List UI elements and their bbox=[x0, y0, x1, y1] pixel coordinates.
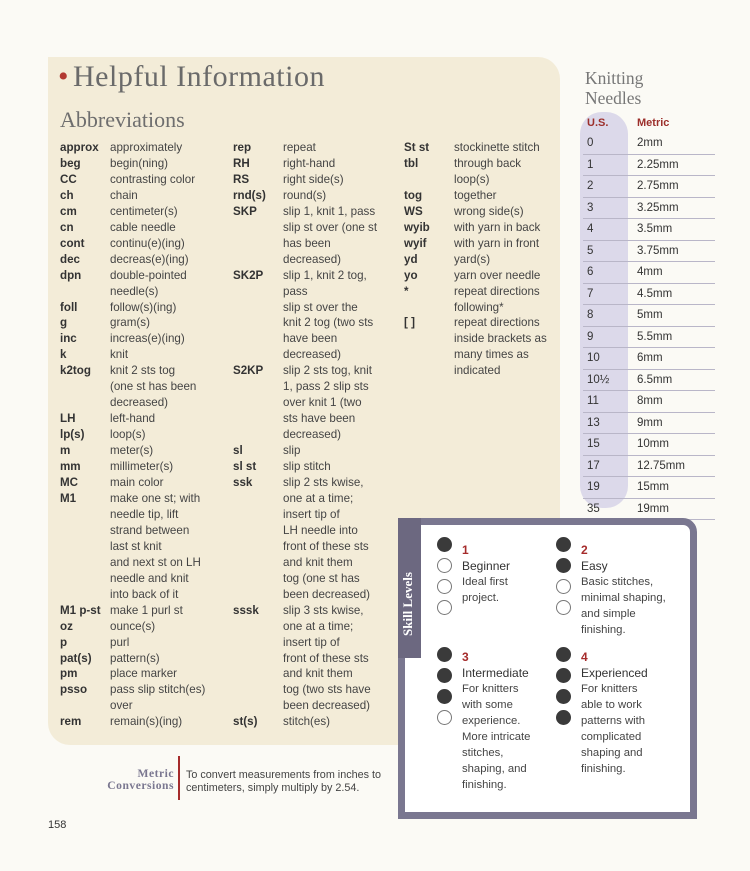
abbreviation-definition: follow(s)(ing) bbox=[110, 300, 177, 314]
abbreviation-term: SK2P bbox=[233, 268, 264, 282]
abbreviation-row bbox=[233, 459, 393, 475]
abbreviation-row bbox=[233, 714, 393, 730]
page-number: 158 bbox=[48, 819, 67, 831]
skill-level-number: 1 bbox=[462, 543, 469, 557]
needle-size-row bbox=[583, 370, 715, 392]
abbreviation-definition: slip stitch bbox=[283, 460, 331, 474]
header-metric: Metric bbox=[637, 117, 670, 129]
knitting-needles-title: Knitting Needles bbox=[585, 68, 644, 108]
abbreviation-definition: repeat bbox=[283, 141, 316, 154]
abbreviation-definition: chain bbox=[110, 188, 138, 202]
needle-metric-size: 3.5mm bbox=[637, 223, 673, 236]
abbreviation-row bbox=[60, 443, 230, 459]
needle-size-row bbox=[583, 262, 715, 284]
abbreviation-term: ch bbox=[60, 188, 74, 202]
abbreviation-row bbox=[404, 236, 564, 252]
empty-circle-icon bbox=[437, 579, 452, 594]
abbreviation-definition: slip 3 sts kwise, one at a time; insert tip of front of these sts and knit them tog (two sts have been decreased) bbox=[283, 603, 371, 713]
abbreviation-term: RS bbox=[233, 172, 250, 186]
abbreviation-row bbox=[60, 603, 230, 619]
abbreviation-row bbox=[233, 475, 393, 603]
needle-size-row bbox=[583, 176, 715, 198]
needle-size-row bbox=[583, 348, 715, 370]
skill-level-dots bbox=[437, 537, 452, 615]
needle-size-row bbox=[583, 499, 715, 521]
needle-metric-size: 10mm bbox=[637, 438, 669, 451]
skill-level-2 bbox=[581, 542, 666, 638]
abbreviation-row bbox=[60, 220, 230, 236]
filled-circle-icon bbox=[556, 668, 571, 683]
abbreviation-term: k bbox=[60, 348, 67, 362]
abbreviation-row bbox=[404, 188, 564, 204]
abbreviation-definition: pass slip stitch(es) over bbox=[110, 683, 206, 713]
needle-us-size: 15 bbox=[587, 438, 600, 451]
needle-size-row bbox=[583, 434, 715, 456]
abbreviation-row bbox=[404, 252, 564, 268]
abbreviation-term: yd bbox=[404, 252, 418, 266]
abbreviation-term: CC bbox=[60, 172, 77, 186]
abbreviation-definition: decreas(e)(ing) bbox=[110, 252, 189, 266]
needle-us-size: 13 bbox=[587, 416, 600, 429]
abbreviation-row bbox=[60, 714, 230, 730]
skill-level-name: Experienced bbox=[581, 666, 648, 680]
abbreviation-definition: make 1 purl st bbox=[110, 603, 183, 617]
metric-divider bbox=[178, 756, 180, 800]
needle-us-size: 17 bbox=[587, 459, 600, 472]
abbreviation-definition: through back loop(s) bbox=[454, 156, 522, 186]
skill-level-name: Beginner bbox=[462, 559, 511, 573]
skill-level-number: 2 bbox=[581, 543, 588, 557]
abbreviation-term: rnd(s) bbox=[233, 188, 266, 202]
needle-metric-size: 3.25mm bbox=[637, 201, 679, 214]
abbreviation-row bbox=[404, 220, 564, 236]
metric-conversions-label bbox=[76, 768, 174, 792]
abbreviation-definition: make one st; with needle tip, lift strand between last st knit and next st on LH needle and knit into back of it bbox=[110, 491, 201, 601]
abbreviation-term: dpn bbox=[60, 268, 82, 282]
abbreviation-term: cn bbox=[60, 220, 74, 234]
needle-size-row bbox=[583, 391, 715, 413]
abbreviation-term: sl bbox=[233, 444, 243, 458]
needle-size-row bbox=[583, 155, 715, 177]
needle-size-row bbox=[583, 456, 715, 478]
abbreviation-row bbox=[60, 619, 230, 635]
abbreviation-row bbox=[60, 331, 230, 347]
needle-metric-size: 4.5mm bbox=[637, 287, 673, 300]
header-us: U.S. bbox=[587, 117, 609, 129]
filled-circle-icon bbox=[556, 537, 571, 552]
abbreviation-row bbox=[233, 156, 393, 172]
abbreviation-term: m bbox=[60, 444, 71, 458]
filled-circle-icon bbox=[556, 558, 571, 573]
needle-us-size: 0 bbox=[587, 137, 594, 150]
abbreviation-row bbox=[233, 268, 393, 364]
abbreviation-row bbox=[404, 204, 564, 220]
needle-metric-size: 6.5mm bbox=[637, 373, 673, 386]
abbreviation-row bbox=[60, 347, 230, 363]
abbreviation-definition: slip bbox=[283, 444, 301, 458]
abbreviation-row bbox=[60, 188, 230, 204]
abbreviation-term: ssk bbox=[233, 476, 253, 490]
empty-circle-icon bbox=[437, 600, 452, 615]
empty-circle-icon bbox=[437, 710, 452, 725]
abbreviation-definition: right-hand bbox=[283, 156, 336, 170]
abbreviation-definition: slip 2 sts kwise, one at a time; insert tip of LH needle into front of these sts and knit them tog (one st has been decreased) bbox=[283, 476, 371, 601]
abbreviation-term: k2tog bbox=[60, 364, 91, 378]
abbreviation-term: M1 p-st bbox=[60, 603, 101, 617]
needle-metric-size: 3.75mm bbox=[637, 244, 679, 257]
abbreviation-definition: loop(s) bbox=[110, 428, 146, 442]
abbreviation-row bbox=[233, 188, 393, 204]
abbreviation-definition: knit 2 sts tog (one st has been decreased) bbox=[110, 364, 197, 410]
empty-circle-icon bbox=[556, 579, 571, 594]
needle-us-size: 3 bbox=[587, 201, 594, 214]
needle-us-size: 4 bbox=[587, 223, 594, 236]
abbreviation-row bbox=[60, 172, 230, 188]
needle-size-row bbox=[583, 241, 715, 263]
skill-levels-tab bbox=[398, 518, 421, 658]
abbreviation-term: st(s) bbox=[233, 715, 258, 729]
abbreviation-term: dec bbox=[60, 252, 80, 266]
needle-size-row bbox=[583, 133, 715, 155]
filled-circle-icon bbox=[556, 689, 571, 704]
abbreviation-definition: ounce(s) bbox=[110, 619, 156, 633]
abbreviation-term: WS bbox=[404, 204, 423, 218]
abbreviation-term: sl st bbox=[233, 460, 257, 474]
abbreviation-term: pm bbox=[60, 667, 78, 681]
needle-metric-size: 8mm bbox=[637, 395, 663, 408]
needles-table bbox=[583, 117, 715, 520]
abbreviation-row bbox=[233, 603, 393, 715]
abbreviation-term: RH bbox=[233, 156, 250, 170]
abbreviation-term: * bbox=[404, 284, 409, 298]
abbreviation-definition: slip 2 sts tog, knit 1, pass 2 slip sts over knit 1 (two sts have been decreased) bbox=[283, 364, 372, 442]
abbreviation-row bbox=[60, 300, 230, 316]
abbreviation-definition: slip 1, knit 2 tog, pass slip st over the knit 2 tog (two sts have been decreased) bbox=[283, 268, 374, 362]
abbreviation-definition: stockinette stitch bbox=[454, 141, 540, 154]
abbreviation-term: tbl bbox=[404, 156, 419, 170]
abbreviation-term: mm bbox=[60, 460, 81, 474]
abbreviation-definition: remain(s)(ing) bbox=[110, 715, 183, 729]
needle-us-size: 9 bbox=[587, 330, 594, 343]
needle-size-row bbox=[583, 284, 715, 306]
abbreviation-definition: double-pointed needle(s) bbox=[110, 268, 187, 298]
abbreviation-term: MC bbox=[60, 476, 79, 490]
abbreviation-row bbox=[404, 268, 564, 284]
abbreviation-term: M1 bbox=[60, 491, 77, 505]
abbreviation-term: cont bbox=[60, 236, 85, 250]
abbreviation-row bbox=[233, 363, 393, 443]
abbreviation-term: beg bbox=[60, 156, 81, 170]
needle-metric-size: 5.5mm bbox=[637, 330, 673, 343]
abbreviation-term: rep bbox=[233, 141, 252, 154]
skill-level-description: For knitters with some experience. More intricate stitches, shaping, and finishing. bbox=[462, 683, 531, 791]
title-bullet: • bbox=[58, 60, 70, 93]
skill-levels-label: Skill Levels bbox=[400, 572, 415, 636]
abbreviation-row bbox=[60, 140, 230, 156]
abbreviation-term: p bbox=[60, 635, 68, 649]
needle-metric-size: 5mm bbox=[637, 309, 663, 322]
abbreviation-term: St st bbox=[404, 141, 430, 154]
abbreviation-definition: gram(s) bbox=[110, 316, 150, 330]
needle-size-row bbox=[583, 413, 715, 435]
needle-size-row bbox=[583, 327, 715, 349]
abbreviation-row bbox=[233, 443, 393, 459]
abbreviation-term: oz bbox=[60, 619, 73, 633]
skill-level-name: Intermediate bbox=[462, 666, 529, 680]
needle-us-size: 11 bbox=[587, 395, 599, 408]
needle-us-size: 8 bbox=[587, 309, 594, 322]
abbreviation-term: pat(s) bbox=[60, 651, 92, 665]
abbreviation-definition: repeat directions inside brackets as many times as indicated bbox=[454, 316, 547, 378]
abbreviation-definition: pattern(s) bbox=[110, 651, 160, 665]
abbreviation-definition: cable needle bbox=[110, 220, 176, 234]
skill-level-dots bbox=[437, 647, 452, 725]
skill-level-1 bbox=[462, 542, 510, 606]
skill-level-dots bbox=[556, 537, 571, 615]
empty-circle-icon bbox=[437, 558, 452, 573]
abbreviation-row bbox=[60, 236, 230, 252]
abbreviation-definition: place marker bbox=[110, 667, 178, 681]
needle-us-size: 35 bbox=[587, 502, 600, 515]
filled-circle-icon bbox=[437, 647, 452, 662]
abbreviation-row bbox=[404, 156, 564, 188]
abbreviation-row bbox=[233, 204, 393, 268]
skill-level-description: Basic stitches, minimal shaping, and simple finishing. bbox=[581, 576, 666, 636]
page-title bbox=[58, 60, 325, 94]
abbreviation-definition: repeat directions following* bbox=[454, 284, 540, 314]
abbreviation-term: sssk bbox=[233, 603, 259, 617]
metric-label-line1: Metric bbox=[137, 767, 174, 780]
needle-size-row bbox=[583, 477, 715, 499]
abbreviation-definition: purl bbox=[110, 635, 130, 649]
abbreviation-definition: left-hand bbox=[110, 412, 156, 426]
skill-level-number: 4 bbox=[581, 650, 588, 664]
needle-us-size: 10½ bbox=[587, 373, 610, 386]
abbreviation-row bbox=[233, 140, 393, 156]
filled-circle-icon bbox=[556, 710, 571, 725]
abbreviation-term: yo bbox=[404, 268, 418, 282]
abbreviation-row bbox=[404, 284, 564, 316]
abbreviation-definition: right side(s) bbox=[283, 172, 344, 186]
abbreviation-row bbox=[60, 204, 230, 220]
abbreviation-row bbox=[60, 635, 230, 651]
abbreviation-definition: continu(e)(ing) bbox=[110, 236, 185, 250]
abbreviation-row bbox=[60, 666, 230, 682]
metric-label-line2: Conversions bbox=[107, 779, 174, 792]
needle-metric-size: 12.75mm bbox=[637, 459, 685, 472]
skill-level-name: Easy bbox=[581, 559, 608, 573]
abbreviation-definition: yarn over needle bbox=[454, 268, 541, 282]
metric-conversions-text: To convert measurements from inches to centimeters, simply multiply by 2.54. bbox=[186, 769, 382, 794]
abbreviation-definition: main color bbox=[110, 476, 164, 490]
needle-metric-size: 9mm bbox=[637, 416, 663, 429]
skill-level-description: For knitters able to work patterns with complicated shaping and finishing. bbox=[581, 683, 646, 775]
needle-us-size: 6 bbox=[587, 266, 594, 279]
abbreviation-definition: increas(e)(ing) bbox=[110, 332, 185, 346]
abbreviation-definition: stitch(es) bbox=[283, 715, 331, 729]
needle-metric-size: 15mm bbox=[637, 481, 669, 494]
abbreviation-term: wyif bbox=[404, 236, 427, 250]
abbreviation-definition: begin(ning) bbox=[110, 156, 169, 170]
abbreviation-definition: wrong side(s) bbox=[454, 204, 524, 218]
needle-metric-size: 2mm bbox=[637, 137, 663, 150]
abbreviation-term: SKP bbox=[233, 204, 257, 218]
abbreviation-row bbox=[60, 252, 230, 268]
abbreviation-term: lp(s) bbox=[60, 428, 85, 442]
abbreviation-row bbox=[233, 172, 393, 188]
needle-metric-size: 2.75mm bbox=[637, 180, 679, 193]
needle-size-row bbox=[583, 198, 715, 220]
page-title-text: Helpful Information bbox=[73, 60, 325, 93]
filled-circle-icon bbox=[437, 689, 452, 704]
abbreviation-definition: with yarn in front bbox=[454, 236, 540, 250]
abbreviation-row bbox=[60, 651, 230, 667]
abbreviations-column-1 bbox=[60, 140, 230, 730]
abbreviation-definition: meter(s) bbox=[110, 444, 154, 458]
needle-us-size: 2 bbox=[587, 180, 594, 193]
skill-level-dots bbox=[556, 647, 571, 725]
abbreviation-term: g bbox=[60, 316, 68, 330]
abbreviation-term: wyib bbox=[404, 220, 430, 234]
abbreviation-definition: together bbox=[454, 188, 497, 202]
abbreviation-term: psso bbox=[60, 683, 88, 697]
needle-us-size: 1 bbox=[587, 158, 594, 171]
needle-metric-size: 19mm bbox=[637, 502, 669, 515]
needle-us-size: 5 bbox=[587, 244, 594, 257]
skill-level-number: 3 bbox=[462, 650, 469, 664]
abbreviation-row bbox=[60, 156, 230, 172]
abbreviation-row bbox=[60, 491, 230, 603]
abbreviation-definition: contrasting color bbox=[110, 172, 196, 186]
needle-us-size: 7 bbox=[587, 287, 594, 300]
abbreviation-term: approx bbox=[60, 141, 99, 154]
abbreviation-row bbox=[60, 682, 230, 714]
needle-us-size: 10 bbox=[587, 352, 600, 365]
abbreviations-column-2 bbox=[233, 140, 393, 730]
filled-circle-icon bbox=[556, 647, 571, 662]
abbreviation-term: LH bbox=[60, 412, 76, 426]
abbreviation-definition: millimeter(s) bbox=[110, 460, 174, 474]
abbreviations-heading: Abbreviations bbox=[60, 107, 185, 132]
skill-level-4 bbox=[581, 649, 648, 777]
skill-level-3 bbox=[462, 649, 530, 793]
abbreviation-definition: centimeter(s) bbox=[110, 204, 178, 218]
abbreviation-row bbox=[404, 315, 564, 379]
needles-table-header bbox=[583, 117, 715, 133]
filled-circle-icon bbox=[437, 668, 452, 683]
needle-size-row bbox=[583, 219, 715, 241]
abbreviation-term: cm bbox=[60, 204, 77, 218]
abbreviation-row bbox=[60, 411, 230, 427]
abbreviation-term: S2KP bbox=[233, 364, 264, 378]
needle-metric-size: 2.25mm bbox=[637, 158, 679, 171]
needle-size-row bbox=[583, 305, 715, 327]
abbreviation-definition: approximately bbox=[110, 141, 183, 154]
abbreviation-row bbox=[60, 315, 230, 331]
abbreviation-term: [ ] bbox=[404, 316, 415, 330]
needle-metric-size: 6mm bbox=[637, 352, 663, 365]
abbreviation-term: foll bbox=[60, 300, 78, 314]
filled-circle-icon bbox=[437, 537, 452, 552]
needle-us-size: 19 bbox=[587, 481, 600, 494]
abbreviation-definition: with yarn in back bbox=[454, 220, 541, 234]
abbreviation-row bbox=[404, 140, 564, 156]
abbreviation-term: tog bbox=[404, 188, 423, 202]
abbreviation-row bbox=[60, 427, 230, 443]
abbreviation-row bbox=[60, 268, 230, 300]
abbreviation-row bbox=[60, 363, 230, 411]
abbreviation-row bbox=[60, 459, 230, 475]
empty-circle-icon bbox=[556, 600, 571, 615]
abbreviation-definition: knit bbox=[110, 348, 129, 362]
abbreviation-row bbox=[60, 475, 230, 491]
abbreviations-column-3 bbox=[404, 140, 564, 379]
abbreviation-definition: round(s) bbox=[283, 188, 327, 202]
needle-metric-size: 4mm bbox=[637, 266, 663, 279]
abbreviation-definition: slip 1, knit 1, pass slip st over (one st has been decreased) bbox=[283, 204, 378, 266]
skill-level-description: Ideal first project. bbox=[462, 576, 508, 604]
abbreviation-definition: yard(s) bbox=[454, 252, 491, 266]
abbreviation-term: inc bbox=[60, 332, 77, 346]
abbreviation-term: rem bbox=[60, 715, 82, 729]
